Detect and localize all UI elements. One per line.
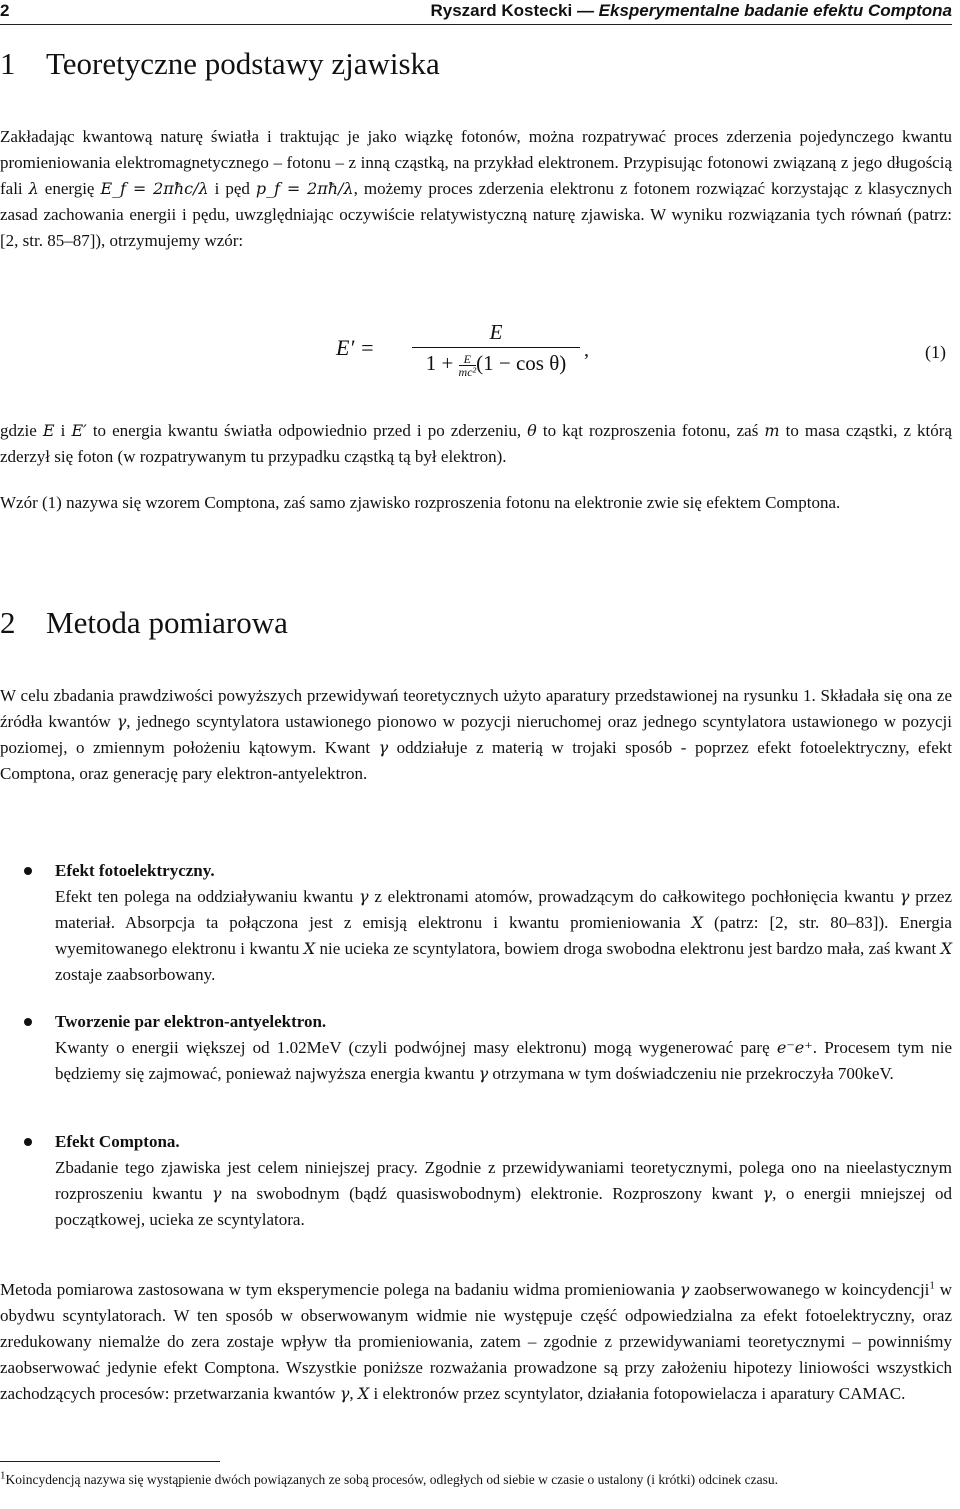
text-run: , możemy proces zderzenia elektronu z fotonem rozwiązać korzystając z klasycznych zasad zachowania energii i pędu, uwzględniając oczywiście relatywistyczną naturę zjawiska. W wyniku rozwiązania tych równań (patrz: [2, str. 85–87]), otrzymujemy wzór:: [0, 179, 952, 250]
text-run: oddziałuje z materią w trojaki sposób - poprzez efekt fotoelektryczny, efekt Comptona, oraz generację pary elektron-antyelektron.: [0, 738, 952, 783]
equation-fraction: [410, 317, 582, 378]
math-gamma: γ: [679, 1280, 690, 1299]
equation-denominator: [410, 348, 582, 378]
section-1-heading: [0, 46, 440, 82]
compton-equation: [0, 315, 952, 395]
section-2-number: 2: [0, 605, 16, 640]
math-gamma: γ: [358, 887, 369, 906]
list-item-title: Efekt fotoelektryczny.: [55, 861, 215, 880]
text-run: energię: [38, 179, 101, 198]
list-item-text: [55, 884, 952, 988]
text-run: zaobserwowanego w koincydencji: [689, 1280, 930, 1299]
text-run: to masa cząstki, z którą zderzył się foton (w rozpatrywanym tu przypadku cząstką tą był elektron).: [0, 421, 952, 466]
text-run: przez materiał. Absorpcja ta połączona jest z emisją elektronu i kwantu promieniowania: [55, 887, 952, 932]
equation-lhs: E′ =: [336, 335, 375, 360]
text-run: Zbadanie tego zjawiska jest celem niniejszej pracy. Zgodnie z przewidywaniami teoretycznymi, polega ono na nieelastycznym rozproszeniu kwantu: [55, 1158, 952, 1203]
running-paper-title: Eksperymentalne badanie efektu Comptona: [598, 1, 952, 20]
text-run: . Procesem tym nie będziemy się zajmować, ponieważ najwyższa energia kwantu: [55, 1038, 952, 1083]
section-1-paragraph-2: [0, 418, 952, 470]
bullet-dot: [24, 867, 32, 875]
text-run: , jednego scyntylatora ustawionego pionowo w pozycji nieruchomej oraz jednego scyntylatora ustawionego w pozycji poziomej, o zmiennym położeniu kątowym. Kwant: [0, 712, 952, 757]
running-author: Ryszard Kostecki: [430, 1, 573, 20]
bullet-dot: [24, 1138, 32, 1146]
math-X: X: [940, 939, 952, 958]
text-run: zostaje zaabsorbowany.: [55, 965, 216, 984]
small-denominator: mc²: [458, 364, 477, 379]
math-X: X: [303, 939, 316, 958]
section-2-title: Metoda pomiarowa: [46, 605, 288, 640]
list-item-title: Tworzenie par elektron-antyelektron.: [55, 1012, 327, 1031]
footnote-mark: 1: [929, 1279, 935, 1292]
text-run: na swobodnym (bądź quasiswobodnym) elektronie. Rozproszony kwant: [221, 1184, 763, 1203]
section-1-paragraph-1: [0, 124, 952, 254]
text-run: ,: [349, 1384, 358, 1403]
list-item-text: [55, 1035, 952, 1087]
math-gamma: γ: [899, 887, 910, 906]
denominator-suffix: (1 − cos θ): [476, 351, 567, 375]
equation-number: (1): [925, 342, 946, 362]
section-1-paragraph-3: Wzór (1) nazywa się wzorem Comptona, zaś samo zjawisko rozproszenia fotonu na elektronie zwie się efektem Comptona.: [0, 493, 841, 512]
small-numerator: E: [459, 353, 477, 366]
section-2-paragraph-1: [0, 683, 952, 787]
math-E-prime: E′: [71, 421, 87, 440]
denominator-prefix: 1 +: [425, 351, 454, 375]
running-title: [430, 0, 952, 22]
bullet-dot: [24, 1018, 32, 1026]
math-gamma: γ: [478, 1064, 489, 1083]
footnote: [0, 1470, 952, 1490]
text-run: Zakładając kwantową naturę światła i traktując je jako wiązkę fotonów, można rozpatrywać proces zderzenia pojedynczego kwantu promieniowania elektromagnetycznego – fotonu – z inną cząstką, na przykład elektronem. Przypisując fotonowi związaną z jego długością fali: [0, 127, 952, 198]
list-item-text: [55, 1155, 952, 1233]
text-run: i: [54, 421, 72, 440]
math-m: m: [764, 421, 780, 440]
text-run: to energia kwantu światła odpowiednio przed i po zderzeniu,: [86, 421, 528, 440]
math-gamma: γ: [378, 738, 389, 757]
section-2-heading: [0, 605, 288, 641]
text-run: i elektronów przez scyntylator, działania fotopowielacza i aparatury CAMAC.: [369, 1384, 906, 1403]
math-theta: θ: [527, 421, 537, 440]
math-gamma: γ: [116, 712, 127, 731]
footnote-text: Koincydencją nazywa się wystąpienie dwóch powiązanych ze sobą procesów, odległych od siebie w czasie o ustalony (i krótki) odcinek czasu.: [5, 1472, 778, 1487]
running-head: [0, 0, 952, 25]
equation-numerator: E: [489, 320, 503, 344]
math-electron-positron: e⁻e⁺: [776, 1038, 813, 1057]
text-run: (patrz: [2, str. 80–83]). Energia wyemitowanego elektronu i kwantu: [55, 913, 952, 958]
text-run: Metoda pomiarowa zastosowana w tym eksperymencie polega na badaniu widma promieniowania: [0, 1280, 680, 1299]
text-run: to kąt rozproszenia fotonu, zaś: [536, 421, 765, 440]
math-gamma: γ: [211, 1184, 222, 1203]
text-run: nie ucieka ze scyntylatora, bowiem droga swobodna elektronu jest bardzo mała, zaś kwant: [315, 939, 941, 958]
math-X: X: [357, 1384, 370, 1403]
math-photon-energy: E_f = 2πħc/λ: [100, 179, 209, 198]
text-run: gdzie: [0, 421, 43, 440]
small-fraction: [459, 353, 477, 378]
math-E: E: [42, 421, 55, 440]
footnote-number: 1: [0, 1469, 6, 1482]
text-run: z elektronami atomów, prowadzącym do całkowitego pochłonięcia kwantu: [368, 887, 900, 906]
text-run: otrzymana w tym doświadczeniu nie przekroczyła 700keV.: [488, 1064, 894, 1083]
math-lambda: λ: [28, 179, 39, 198]
equation-comma: ,: [584, 339, 589, 361]
math-photon-momentum: p_f = 2πħ/λ: [255, 179, 354, 198]
section-1-title: Teoretyczne podstawy zjawiska: [46, 46, 440, 81]
text-run: w obydwu scyntylatorach. W ten sposób w obserwowanym widmie nie występuje część odpowiedzialna za efekt fotoelektryczny, oraz zredukowany niemalże do zera zostaje wpływ tła promieniowania, zatem – zgodnie z przewidywaniami teoretycznymi – powinniśmy zaobserwować jedynie efekt Comptona. Wszystkie poniższe rozważania prowadzone są przy założeniu hipotezy liniowości wszystkich zachodzących procesów: przetwarzania kwantów: [0, 1280, 952, 1403]
text-run: Efekt ten polega na oddziaływaniu kwantu: [55, 887, 359, 906]
footnote-rule: [0, 1461, 220, 1462]
math-gamma: γ: [762, 1184, 773, 1203]
text-run: Kwanty o energii większej od 1.02MeV (czyli podwójnej masy elektronu) mogą wygenerować parę: [55, 1038, 777, 1057]
text-run: , o energii mniejszej od początkowej, ucieka ze scyntylatora.: [55, 1184, 952, 1229]
running-separator: —: [572, 1, 599, 20]
text-run: i pęd: [208, 179, 256, 198]
section-1-number: 1: [0, 46, 16, 81]
list-item-title: Efekt Comptona.: [55, 1132, 180, 1151]
text-run: W celu zbadania prawdziwości powyższych przewidywań teoretycznych użyto aparatury przedstawionej na rysunku 1. Składała się ona ze źródła kwantów: [0, 686, 952, 731]
math-X: X: [691, 913, 703, 932]
math-gamma: γ: [339, 1384, 350, 1403]
section-2-paragraph-2: [0, 1277, 952, 1407]
page-number: 2: [0, 1, 10, 20]
